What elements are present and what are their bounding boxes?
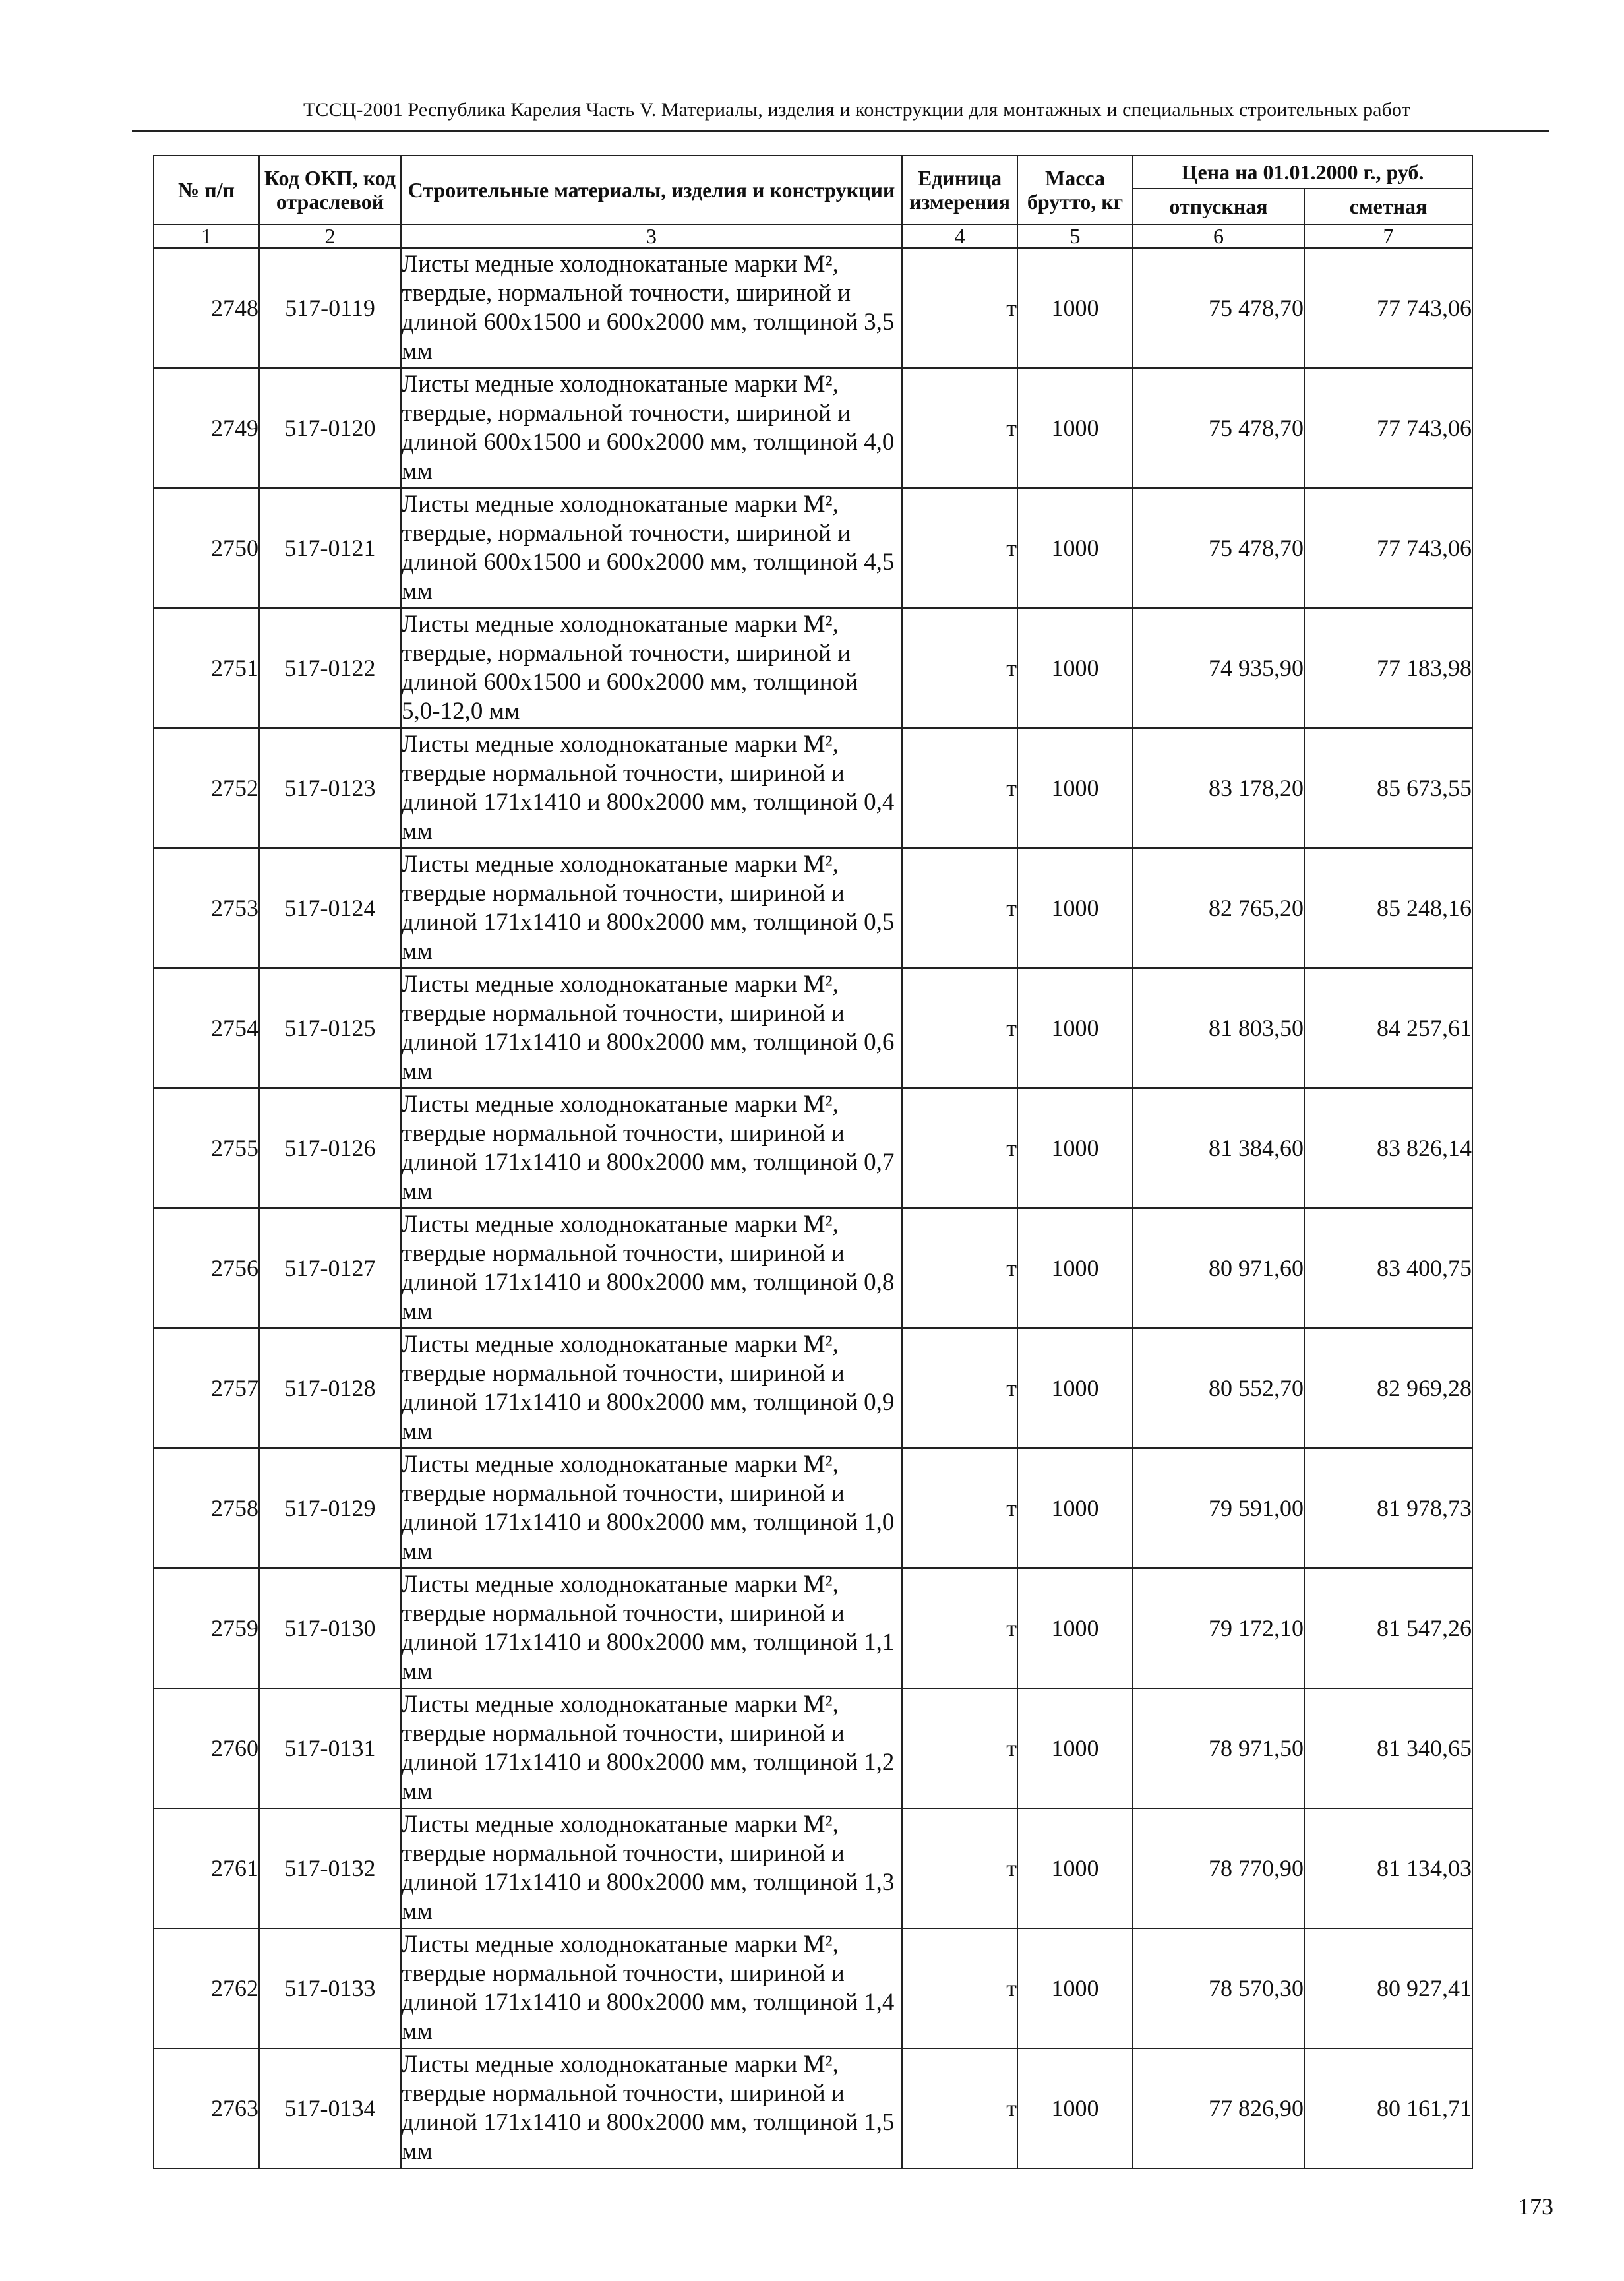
row-number: 2756 — [154, 1208, 259, 1328]
table-row — [154, 848, 1472, 968]
column-number: 5 — [1017, 224, 1133, 248]
release-price: 79 172,10 — [1133, 1568, 1304, 1688]
gross-mass: 1000 — [1017, 368, 1133, 488]
release-price: 80 971,60 — [1133, 1208, 1304, 1328]
row-number: 2754 — [154, 968, 259, 1088]
material-description: Листы медные холоднокатаные марки М², твердые нормальной точности, шириной и длиной 171х1410 и 800х2000 мм, толщиной 1,1 мм — [401, 1568, 902, 1688]
okp-code: 517-0119 — [259, 248, 401, 368]
column-number: 2 — [259, 224, 401, 248]
gross-mass: 1000 — [1017, 1328, 1133, 1448]
row-number: 2760 — [154, 1688, 259, 1808]
release-price: 77 826,90 — [1133, 2048, 1304, 2168]
okp-code: 517-0126 — [259, 1088, 401, 1208]
okp-code: 517-0129 — [259, 1448, 401, 1568]
running-header: ТССЦ-2001 Республика Карелия Часть V. Материалы, изделия и конструкции для монтажных и специальных строительных работ — [303, 99, 1410, 121]
header-divider — [132, 130, 1549, 132]
estimate-price: 85 673,55 — [1304, 728, 1472, 848]
row-number: 2758 — [154, 1448, 259, 1568]
release-price: 81 803,50 — [1133, 968, 1304, 1088]
gross-mass: 1000 — [1017, 1568, 1133, 1688]
table-row — [154, 368, 1472, 488]
table-row — [154, 1208, 1472, 1328]
material-description: Листы медные холоднокатаные марки М², твердые нормальной точности, шириной и длиной 171х1410 и 800х2000 мм, толщиной 1,3 мм — [401, 1808, 902, 1928]
col-header-price-estimate: сметная — [1304, 189, 1472, 224]
table-row — [154, 248, 1472, 368]
gross-mass: 1000 — [1017, 1808, 1133, 1928]
material-description: Листы медные холоднокатаные марки М², твердые, нормальной точности, шириной и длиной 600х1500 и 600х2000 мм, толщиной 4,5 мм — [401, 488, 902, 608]
estimate-price: 77 743,06 — [1304, 488, 1472, 608]
unit-of-measure: т — [902, 608, 1017, 728]
unit-of-measure: т — [902, 1448, 1017, 1568]
estimate-price: 83 826,14 — [1304, 1088, 1472, 1208]
estimate-price: 81 547,26 — [1304, 1568, 1472, 1688]
release-price: 78 770,90 — [1133, 1808, 1304, 1928]
row-number: 2759 — [154, 1568, 259, 1688]
estimate-price: 82 969,28 — [1304, 1328, 1472, 1448]
row-number: 2752 — [154, 728, 259, 848]
column-number-row — [154, 224, 1472, 248]
material-description: Листы медные холоднокатаные марки М², твердые нормальной точности, шириной и длиной 171х1410 и 800х2000 мм, толщиной 0,7 мм — [401, 1088, 902, 1208]
col-header-num: № п/п — [154, 156, 259, 224]
material-description: Листы медные холоднокатаные марки М², твердые нормальной точности, шириной и длиной 171х1410 и 800х2000 мм, толщиной 1,2 мм — [401, 1688, 902, 1808]
material-description: Листы медные холоднокатаные марки М², твердые нормальной точности, шириной и длиной 171х1410 и 800х2000 мм, толщиной 1,0 мм — [401, 1448, 902, 1568]
release-price: 78 570,30 — [1133, 1928, 1304, 2048]
unit-of-measure: т — [902, 1088, 1017, 1208]
column-number: 6 — [1133, 224, 1304, 248]
material-description: Листы медные холоднокатаные марки М², твердые нормальной точности, шириной и длиной 171х1410 и 800х2000 мм, толщиной 0,6 мм — [401, 968, 902, 1088]
estimate-price: 77 743,06 — [1304, 368, 1472, 488]
gross-mass: 1000 — [1017, 2048, 1133, 2168]
table-row — [154, 1328, 1472, 1448]
table-row — [154, 1688, 1472, 1808]
release-price: 80 552,70 — [1133, 1328, 1304, 1448]
gross-mass: 1000 — [1017, 848, 1133, 968]
column-number: 3 — [401, 224, 902, 248]
unit-of-measure: т — [902, 1208, 1017, 1328]
release-price: 83 178,20 — [1133, 728, 1304, 848]
estimate-price: 77 183,98 — [1304, 608, 1472, 728]
release-price: 79 591,00 — [1133, 1448, 1304, 1568]
table-row — [154, 2048, 1472, 2168]
estimate-price: 85 248,16 — [1304, 848, 1472, 968]
col-header-mass: Масса брутто, кг — [1017, 156, 1133, 224]
okp-code: 517-0125 — [259, 968, 401, 1088]
gross-mass: 1000 — [1017, 1688, 1133, 1808]
gross-mass: 1000 — [1017, 608, 1133, 728]
material-description: Листы медные холоднокатаные марки М², твердые нормальной точности, шириной и длиной 171х1410 и 800х2000 мм, толщиной 1,4 мм — [401, 1928, 902, 2048]
okp-code: 517-0134 — [259, 2048, 401, 2168]
unit-of-measure: т — [902, 1928, 1017, 2048]
unit-of-measure: т — [902, 1808, 1017, 1928]
unit-of-measure: т — [902, 488, 1017, 608]
gross-mass: 1000 — [1017, 1208, 1133, 1328]
table-body — [154, 248, 1472, 2168]
row-number: 2749 — [154, 368, 259, 488]
okp-code: 517-0133 — [259, 1928, 401, 2048]
okp-code: 517-0122 — [259, 608, 401, 728]
material-description: Листы медные холоднокатаные марки М², твердые нормальной точности, шириной и длиной 171х1410 и 800х2000 мм, толщиной 1,5 мм — [401, 2048, 902, 2168]
table-row — [154, 1928, 1472, 2048]
release-price: 82 765,20 — [1133, 848, 1304, 968]
row-number: 2755 — [154, 1088, 259, 1208]
gross-mass: 1000 — [1017, 1448, 1133, 1568]
material-description: Листы медные холоднокатаные марки М², твердые нормальной точности, шириной и длиной 171х1410 и 800х2000 мм, толщиной 0,9 мм — [401, 1328, 902, 1448]
unit-of-measure: т — [902, 248, 1017, 368]
release-price: 75 478,70 — [1133, 488, 1304, 608]
column-number: 7 — [1304, 224, 1472, 248]
gross-mass: 1000 — [1017, 248, 1133, 368]
okp-code: 517-0130 — [259, 1568, 401, 1688]
gross-mass: 1000 — [1017, 968, 1133, 1088]
material-description: Листы медные холоднокатаные марки М², твердые нормальной точности, шириной и длиной 171х1410 и 800х2000 мм, толщиной 0,5 мм — [401, 848, 902, 968]
release-price: 75 478,70 — [1133, 368, 1304, 488]
material-description: Листы медные холоднокатаные марки М², твердые, нормальной точности, шириной и длиной 600х1500 и 600х2000 мм, толщиной 4,0 мм — [401, 368, 902, 488]
col-header-price-release: отпускная — [1133, 189, 1304, 224]
unit-of-measure: т — [902, 1688, 1017, 1808]
gross-mass: 1000 — [1017, 1088, 1133, 1208]
release-price: 81 384,60 — [1133, 1088, 1304, 1208]
col-header-unit: Единица измерения — [902, 156, 1017, 224]
estimate-price: 80 161,71 — [1304, 2048, 1472, 2168]
col-header-price-group: Цена на 01.01.2000 г., руб. — [1133, 156, 1472, 189]
estimate-price: 80 927,41 — [1304, 1928, 1472, 2048]
okp-code: 517-0131 — [259, 1688, 401, 1808]
estimate-price: 84 257,61 — [1304, 968, 1472, 1088]
unit-of-measure: т — [902, 368, 1017, 488]
estimate-price: 83 400,75 — [1304, 1208, 1472, 1328]
okp-code: 517-0132 — [259, 1808, 401, 1928]
unit-of-measure: т — [902, 728, 1017, 848]
material-description: Листы медные холоднокатаные марки М², твердые нормальной точности, шириной и длиной 171х1410 и 800х2000 мм, толщиной 0,8 мм — [401, 1208, 902, 1328]
price-table — [153, 155, 1473, 2169]
unit-of-measure: т — [902, 1328, 1017, 1448]
estimate-price: 81 134,03 — [1304, 1808, 1472, 1928]
table-row — [154, 1088, 1472, 1208]
estimate-price: 81 978,73 — [1304, 1448, 1472, 1568]
release-price: 74 935,90 — [1133, 608, 1304, 728]
col-header-name: Строительные материалы, изделия и конструкции — [401, 156, 902, 224]
okp-code: 517-0128 — [259, 1328, 401, 1448]
column-number: 1 — [154, 224, 259, 248]
row-number: 2763 — [154, 2048, 259, 2168]
row-number: 2757 — [154, 1328, 259, 1448]
gross-mass: 1000 — [1017, 1928, 1133, 2048]
estimate-price: 81 340,65 — [1304, 1688, 1472, 1808]
material-description: Листы медные холоднокатаные марки М², твердые, нормальной точности, шириной и длиной 600х1500 и 600х2000 мм, толщиной 5,0-12,0 мм — [401, 608, 902, 728]
col-header-code: Код ОКП, код отраслевой — [259, 156, 401, 224]
okp-code: 517-0123 — [259, 728, 401, 848]
table-row — [154, 1808, 1472, 1928]
table-row — [154, 1568, 1472, 1688]
table-row — [154, 1448, 1472, 1568]
row-number: 2748 — [154, 248, 259, 368]
release-price: 78 971,50 — [1133, 1688, 1304, 1808]
unit-of-measure: т — [902, 1568, 1017, 1688]
okp-code: 517-0120 — [259, 368, 401, 488]
table-row — [154, 608, 1472, 728]
estimate-price: 77 743,06 — [1304, 248, 1472, 368]
unit-of-measure: т — [902, 2048, 1017, 2168]
table-row — [154, 968, 1472, 1088]
gross-mass: 1000 — [1017, 728, 1133, 848]
material-description: Листы медные холоднокатаные марки М², твердые, нормальной точности, шириной и длиной 600х1500 и 600х2000 мм, толщиной 3,5 мм — [401, 248, 902, 368]
row-number: 2753 — [154, 848, 259, 968]
row-number: 2751 — [154, 608, 259, 728]
column-number: 4 — [902, 224, 1017, 248]
row-number: 2761 — [154, 1808, 259, 1928]
release-price: 75 478,70 — [1133, 248, 1304, 368]
table-row — [154, 728, 1472, 848]
page-number: 173 — [1518, 2193, 1553, 2220]
okp-code: 517-0127 — [259, 1208, 401, 1328]
table-row — [154, 488, 1472, 608]
unit-of-measure: т — [902, 848, 1017, 968]
okp-code: 517-0121 — [259, 488, 401, 608]
unit-of-measure: т — [902, 968, 1017, 1088]
gross-mass: 1000 — [1017, 488, 1133, 608]
row-number: 2762 — [154, 1928, 259, 2048]
okp-code: 517-0124 — [259, 848, 401, 968]
row-number: 2750 — [154, 488, 259, 608]
material-description: Листы медные холоднокатаные марки М², твердые нормальной точности, шириной и длиной 171х1410 и 800х2000 мм, толщиной 0,4 мм — [401, 728, 902, 848]
